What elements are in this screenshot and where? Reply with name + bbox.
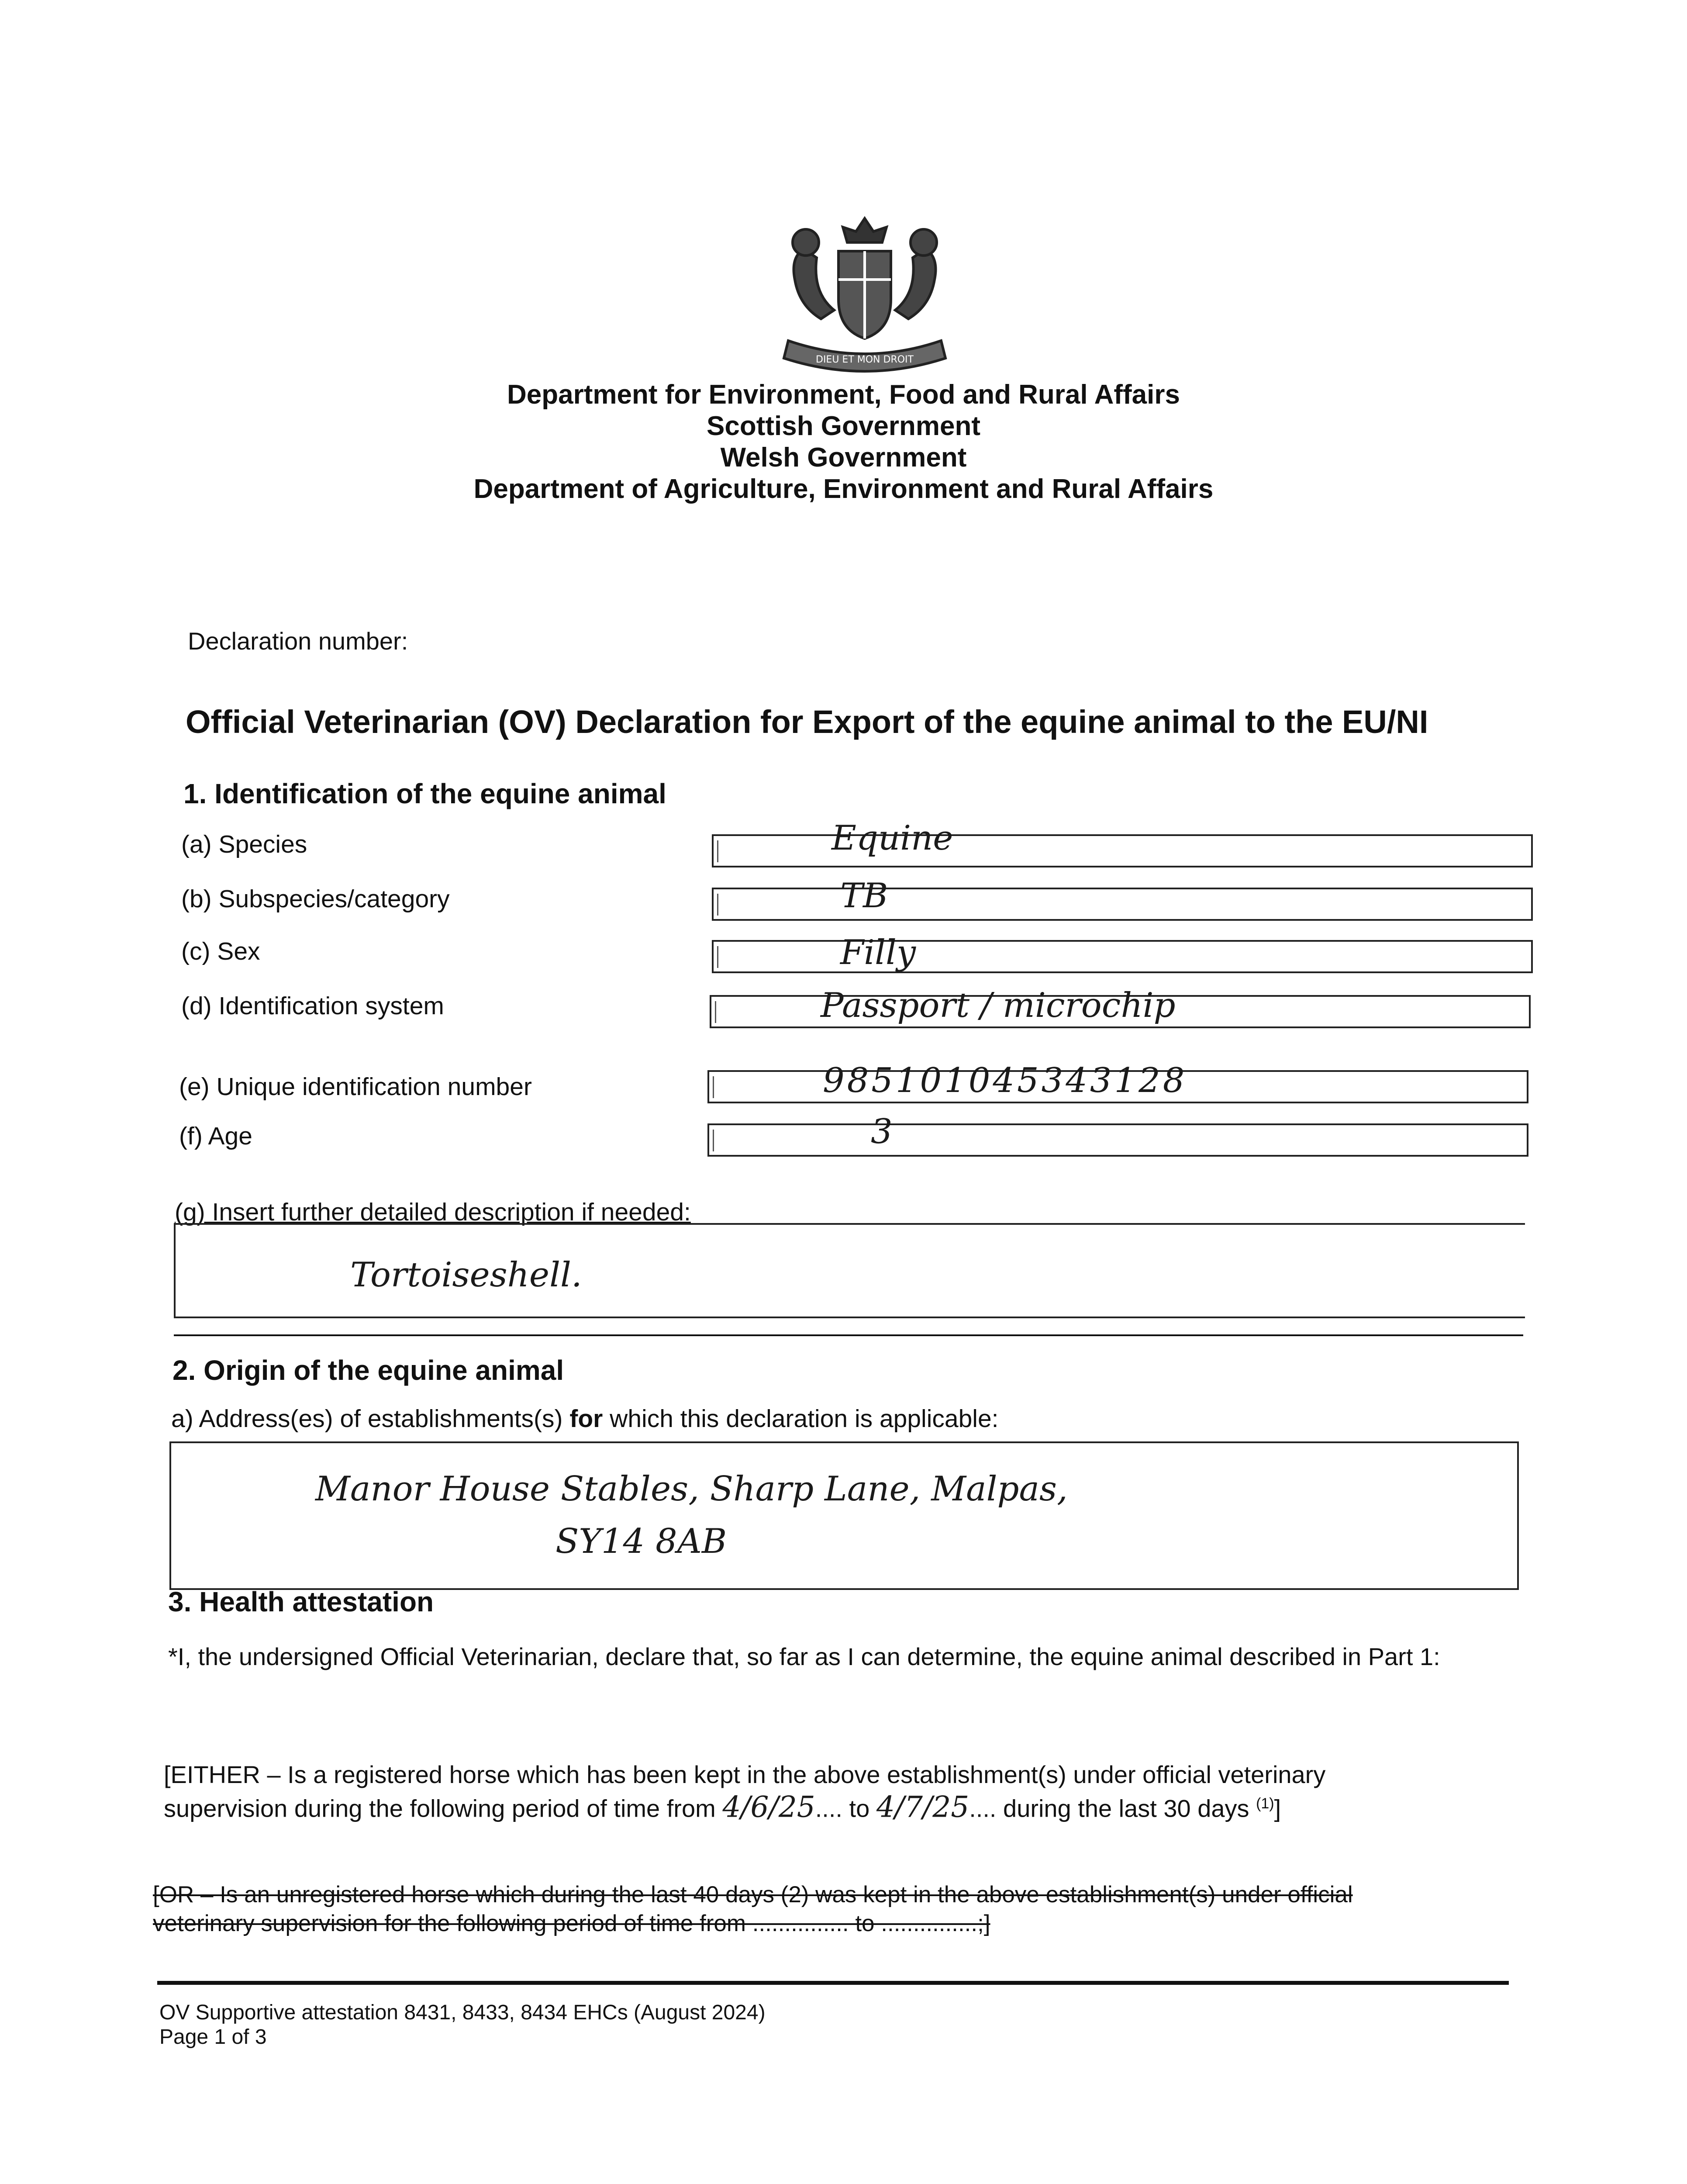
or-clause-struck [153,1880,1528,1938]
or-line-1: [OR – Is an unregistered horse which during the last 40 days (2) was kept in the above establishment(s) under official [153,1882,1353,1908]
further-description-label: (g) Insert further detailed description if needed: [175,1198,691,1226]
either-clause [164,1760,1526,1823]
or-line-2: veterinary supervision for the following period of time from ............... to ...............;] [153,1911,990,1936]
subspecies-value: TB [840,876,888,916]
either-line-1: [EITHER – Is a registered horse which has been kept in the above establishment(s) under official veterinary [164,1761,1326,1788]
section-2-heading: 2. Origin of the equine animal [172,1355,564,1386]
age-field[interactable] [707,1112,1528,1157]
subspecies-field[interactable] [712,876,1533,921]
address-line1-value: Manor House Stables, Sharp Lane, Malpas, [315,1469,1068,1509]
page-title: Official Veterinarian (OV) Declaration for Export of the equine animal to the EU/NI [186,704,1428,740]
org-scottish-gov: Scottish Government [707,411,980,441]
id-system-field[interactable] [710,986,1531,1028]
period-to-value: 4/7/25 [876,1790,969,1824]
further-description-field[interactable] [174,1223,1525,1318]
attestation-intro: *I, the undersigned Official Veterinarian, declare that, so far as I can determine, the equine animal described in Part 1: [168,1643,1440,1670]
further-description-value: Tortoiseshell. [350,1255,582,1295]
sex-label: (c) Sex [181,937,260,965]
section-1-heading: 1. Identification of the equine animal [183,778,666,809]
footer-doc-ref: OV Supportive attestation 8431, 8433, 8434 EHCs (August 2024) [159,2001,766,2024]
org-defra: Department for Environment, Food and Rural Affairs [507,380,1180,410]
uid-label: (e) Unique identification number [179,1073,532,1101]
uid-value: 985101045343128 [823,1061,1187,1100]
address-line2-value: SY14 8AB [555,1522,727,1561]
footer [159,2001,766,2049]
age-label: (f) Age [179,1122,252,1150]
species-field[interactable] [712,819,1533,867]
species-value: Equine [831,819,953,858]
address-label: a) Address(es) of establishments(s) for which this declaration is applicable: [171,1405,999,1433]
period-from-value: 4/6/25 [722,1790,815,1824]
subspecies-label: (b) Subspecies/category [181,885,450,913]
declaration-number-label: Declaration number: [188,627,408,655]
org-daera: Department of Agriculture, Environment and Rural Affairs [473,474,1214,504]
footer-page-number: Page 1 of 3 [159,2025,267,2049]
age-value: 3 [871,1112,893,1151]
section-3-heading: 3. Health attestation [168,1586,434,1617]
sex-field[interactable] [712,933,1533,973]
id-system-label: (d) Identification system [181,992,444,1020]
royal-crest-icon [762,210,967,376]
sex-value: Filly [840,933,916,972]
org-welsh-gov: Welsh Government [720,442,967,473]
address-field[interactable] [169,1441,1519,1590]
footer-rule [157,1981,1509,1985]
species-label: (a) Species [181,830,307,858]
uid-field[interactable] [707,1061,1528,1103]
id-system-value: Passport / microchip [821,986,1176,1025]
section-divider [174,1334,1523,1336]
svg-text:DIEU ET MON DROIT: DIEU ET MON DROIT [816,354,914,365]
either-line-2: supervision during the following period of time from 4/6/25.... to 4/7/25.... during the last 30 days $^{(1)}$] [164,1790,1281,1824]
